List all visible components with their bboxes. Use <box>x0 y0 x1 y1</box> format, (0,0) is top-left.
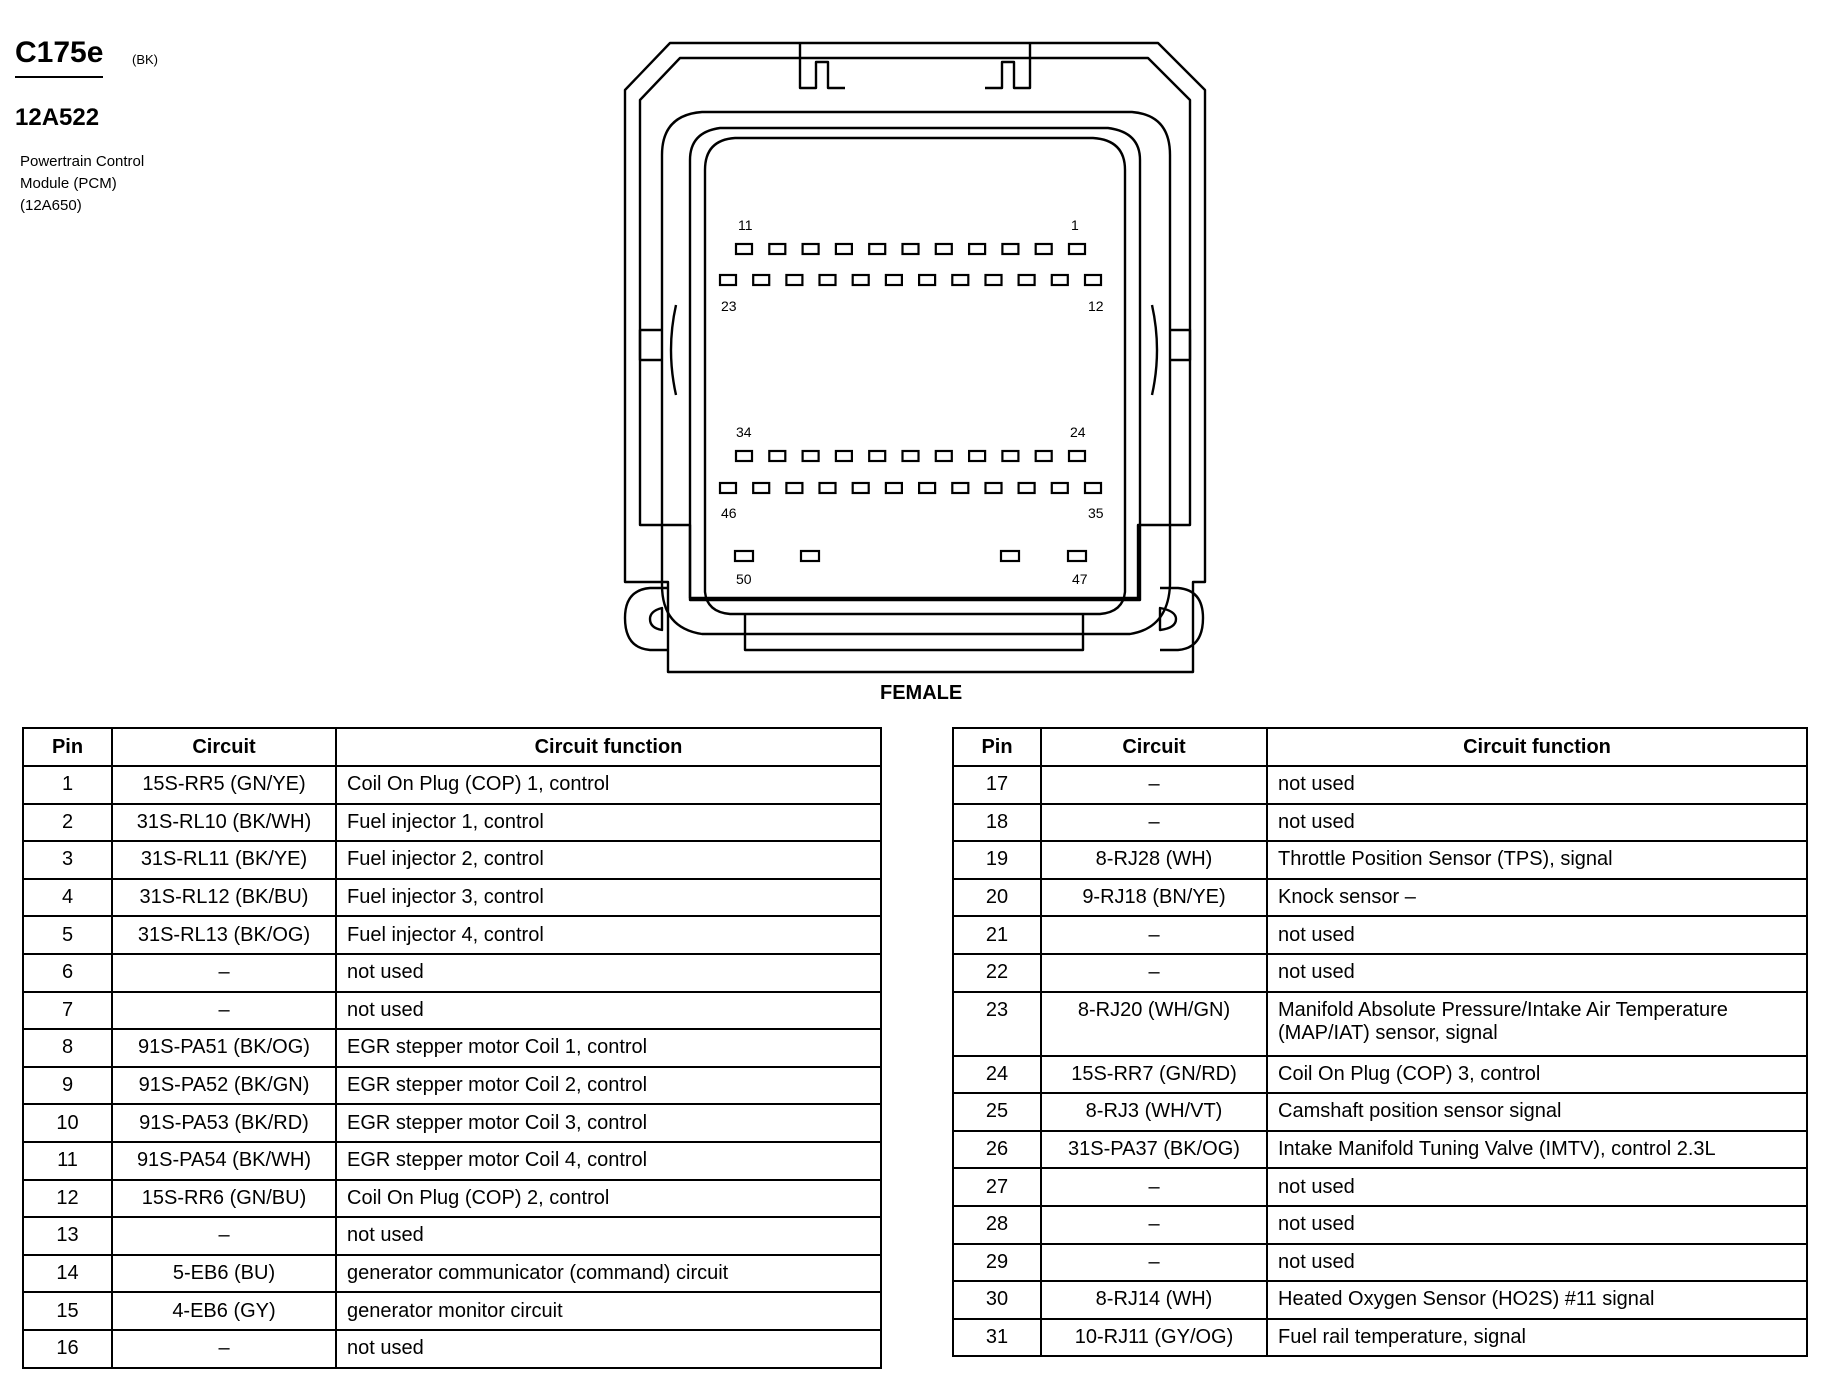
pin-cavity <box>786 483 802 493</box>
circuit-cell: 8-RJ28 (WH) <box>1041 841 1267 879</box>
pin-cell: 5 <box>23 916 112 954</box>
circuit-cell: 31S-RL10 (BK/WH) <box>112 804 336 842</box>
table-row <box>953 1131 1807 1169</box>
pin-label-12: 12 <box>1088 298 1104 314</box>
pin-cavity <box>936 451 952 461</box>
pin-cell: 22 <box>953 954 1041 992</box>
function-cell: not used <box>1267 804 1807 842</box>
pin-cavity <box>820 483 836 493</box>
pin-cavity <box>1019 483 1035 493</box>
function-cell: Manifold Absolute Pressure/Intake Air Temperature (MAP/IAT) sensor, signal <box>1267 992 1807 1056</box>
table-row <box>953 841 1807 879</box>
pin-table-right <box>952 727 1808 1357</box>
pin-cell: 29 <box>953 1244 1041 1282</box>
connector-code: C175e <box>15 36 103 78</box>
circuit-cell: 9-RJ18 (BN/YE) <box>1041 879 1267 917</box>
table-row <box>953 916 1807 954</box>
pin-cavity <box>720 275 736 285</box>
circuit-cell: – <box>1041 1168 1267 1206</box>
table-header-row <box>23 728 881 766</box>
table-row <box>953 1206 1807 1244</box>
pin-cavity <box>1069 451 1085 461</box>
table-row <box>953 992 1807 1056</box>
circuit-cell: 10-RJ11 (GY/OG) <box>1041 1319 1267 1357</box>
pin-cavity <box>1052 275 1068 285</box>
pin-cavity <box>820 275 836 285</box>
pin-cavity <box>803 451 819 461</box>
function-cell: not used <box>336 1217 881 1255</box>
pin-cell: 7 <box>23 992 112 1030</box>
pin-cavity <box>720 483 736 493</box>
pin-cell: 31 <box>953 1319 1041 1357</box>
circuit-cell: – <box>1041 804 1267 842</box>
table-row <box>953 1168 1807 1206</box>
connector-color-code: (BK) <box>132 52 158 67</box>
table-row <box>953 1281 1807 1319</box>
circuit-column-header: Circuit <box>1041 728 1267 766</box>
table-row <box>23 954 881 992</box>
function-cell: Fuel injector 4, control <box>336 916 881 954</box>
pin-cell: 4 <box>23 879 112 917</box>
pin-cavity <box>919 483 935 493</box>
pin-cavity <box>1085 275 1101 285</box>
circuit-cell: 8-RJ3 (WH/VT) <box>1041 1093 1267 1131</box>
function-cell: not used <box>1267 954 1807 992</box>
pin-cell: 19 <box>953 841 1041 879</box>
connector-latch-left <box>800 43 845 88</box>
pin-cavity <box>786 275 802 285</box>
table-row <box>953 1319 1807 1357</box>
function-cell: not used <box>336 954 881 992</box>
pin-label-34: 34 <box>736 424 752 440</box>
part-number: 12A522 <box>15 104 100 131</box>
pin-cavity <box>736 451 752 461</box>
circuit-cell: 91S-PA52 (BK/GN) <box>112 1067 336 1105</box>
pin-cavity <box>986 483 1002 493</box>
function-cell: Throttle Position Sensor (TPS), signal <box>1267 841 1807 879</box>
pin-label-50: 50 <box>736 571 752 587</box>
mounting-hole-left <box>650 608 662 630</box>
circuit-cell: – <box>1041 1244 1267 1282</box>
pin-cavity <box>952 275 968 285</box>
function-column-header: Circuit function <box>1267 728 1807 766</box>
circuit-cell: – <box>112 954 336 992</box>
pin-cavity <box>1036 451 1052 461</box>
pin-cell: 25 <box>953 1093 1041 1131</box>
connector-inner-step <box>690 128 1140 600</box>
pin-cavity <box>869 451 885 461</box>
function-cell: not used <box>1267 766 1807 804</box>
pin-cell: 30 <box>953 1281 1041 1319</box>
function-cell: Coil On Plug (COP) 2, control <box>336 1180 881 1218</box>
pin-cavity <box>853 275 869 285</box>
circuit-cell: 15S-RR5 (GN/YE) <box>112 766 336 804</box>
pin-cavity <box>1036 244 1052 254</box>
mounting-ear-right <box>1160 588 1203 650</box>
circuit-cell: 31S-RL12 (BK/BU) <box>112 879 336 917</box>
mounting-hole-right <box>1160 608 1176 630</box>
pin-cell: 15 <box>23 1292 112 1330</box>
circuit-cell: – <box>112 992 336 1030</box>
pin-cell: 26 <box>953 1131 1041 1169</box>
pin-cell: 9 <box>23 1067 112 1105</box>
circuit-cell: – <box>112 1330 336 1368</box>
table-row <box>953 879 1807 917</box>
pin-cavity <box>1085 483 1101 493</box>
pin-cell: 13 <box>23 1217 112 1255</box>
function-cell: generator communicator (command) circuit <box>336 1255 881 1293</box>
circuit-cell: – <box>1041 766 1267 804</box>
function-cell: not used <box>336 992 881 1030</box>
circuit-cell: 8-RJ20 (WH/GN) <box>1041 992 1267 1056</box>
pin-cell: 20 <box>953 879 1041 917</box>
description-line: Module (PCM) <box>20 175 117 192</box>
function-cell: Knock sensor – <box>1267 879 1807 917</box>
pin-column-header: Pin <box>953 728 1041 766</box>
table-row <box>23 804 881 842</box>
circuit-cell: 5-EB6 (BU) <box>112 1255 336 1293</box>
function-cell: EGR stepper motor Coil 4, control <box>336 1142 881 1180</box>
pin-cell: 28 <box>953 1206 1041 1244</box>
pin-cell: 17 <box>953 766 1041 804</box>
function-cell: EGR stepper motor Coil 1, control <box>336 1029 881 1067</box>
pin-cavity <box>919 275 935 285</box>
circuit-cell: 91S-PA53 (BK/RD) <box>112 1104 336 1142</box>
pin-cavity <box>803 244 819 254</box>
pin-cell: 11 <box>23 1142 112 1180</box>
pin-column-header: Pin <box>23 728 112 766</box>
pin-cavity <box>1052 483 1068 493</box>
description-line: (12A650) <box>20 197 82 214</box>
pin-cavity <box>769 451 785 461</box>
table-row <box>23 1067 881 1105</box>
pin-table-left <box>22 727 882 1369</box>
pin-cavity <box>903 451 919 461</box>
function-cell: Coil On Plug (COP) 1, control <box>336 766 881 804</box>
circuit-cell: 31S-RL11 (BK/YE) <box>112 841 336 879</box>
pin-cell: 10 <box>23 1104 112 1142</box>
pin-cell: 21 <box>953 916 1041 954</box>
circuit-cell: 91S-PA54 (BK/WH) <box>112 1142 336 1180</box>
pin-cell: 12 <box>23 1180 112 1218</box>
pin-cavity <box>1019 275 1035 285</box>
function-cell: Fuel injector 3, control <box>336 879 881 917</box>
pin-cavity <box>853 483 869 493</box>
pin-cell: 27 <box>953 1168 1041 1206</box>
table-row <box>953 766 1807 804</box>
table-row <box>23 1217 881 1255</box>
pin-cavity <box>986 275 1002 285</box>
pin-cell: 16 <box>23 1330 112 1368</box>
connector-side-bump-right <box>1152 305 1157 395</box>
function-cell: generator monitor circuit <box>336 1292 881 1330</box>
table-row <box>23 841 881 879</box>
pin-cell: 6 <box>23 954 112 992</box>
pin-cell: 2 <box>23 804 112 842</box>
circuit-column-header: Circuit <box>112 728 336 766</box>
function-cell: not used <box>1267 916 1807 954</box>
table-row <box>953 1244 1807 1282</box>
pin-cavity <box>736 244 752 254</box>
pin-cavity <box>969 244 985 254</box>
pin-cavity <box>769 244 785 254</box>
connector-inner-housing <box>662 112 1170 634</box>
pin-cavity <box>1002 244 1018 254</box>
function-cell: not used <box>1267 1206 1807 1244</box>
pin-cavity <box>903 244 919 254</box>
function-cell: Fuel rail temperature, signal <box>1267 1319 1807 1357</box>
table-row <box>23 1255 881 1293</box>
pin-label-46: 46 <box>721 505 737 521</box>
circuit-cell: – <box>112 1217 336 1255</box>
circuit-cell: – <box>1041 916 1267 954</box>
circuit-cell: – <box>1041 1206 1267 1244</box>
function-cell: Coil On Plug (COP) 3, control <box>1267 1056 1807 1094</box>
pin-cavity <box>969 451 985 461</box>
connector-side-tab-right <box>1170 330 1190 360</box>
pin-cell: 14 <box>23 1255 112 1293</box>
pin-cavity <box>1002 451 1018 461</box>
pin-cavity <box>1001 551 1019 561</box>
function-column-header: Circuit function <box>336 728 881 766</box>
connector-side-tab-left <box>640 330 662 360</box>
circuit-cell: 31S-RL13 (BK/OG) <box>112 916 336 954</box>
table-row <box>23 1142 881 1180</box>
pin-label-11: 11 <box>738 217 753 233</box>
function-cell: not used <box>1267 1244 1807 1282</box>
pin-cell: 18 <box>953 804 1041 842</box>
table-row <box>23 1180 881 1218</box>
connector-bottom-rail <box>745 614 1083 650</box>
pin-cavity <box>952 483 968 493</box>
connector-latch-right <box>985 43 1030 88</box>
table-row <box>23 1029 881 1067</box>
pin-cavity <box>836 451 852 461</box>
connector-gender-label: FEMALE <box>880 682 963 704</box>
table-header-row <box>953 728 1807 766</box>
circuit-cell: 4-EB6 (GY) <box>112 1292 336 1330</box>
table-row <box>23 992 881 1030</box>
table-row <box>23 916 881 954</box>
table-row <box>953 804 1807 842</box>
pin-cavity <box>1068 551 1086 561</box>
table-row <box>23 879 881 917</box>
pin-cavity <box>836 244 852 254</box>
circuit-cell: 8-RJ14 (WH) <box>1041 1281 1267 1319</box>
pin-cavity <box>801 551 819 561</box>
pin-cavity <box>869 244 885 254</box>
function-cell: EGR stepper motor Coil 3, control <box>336 1104 881 1142</box>
pin-label-23: 23 <box>721 298 737 314</box>
circuit-cell: 15S-RR7 (GN/RD) <box>1041 1056 1267 1094</box>
function-cell: not used <box>1267 1168 1807 1206</box>
function-cell: Fuel injector 2, control <box>336 841 881 879</box>
pin-cell: 3 <box>23 841 112 879</box>
pin-cell: 23 <box>953 992 1041 1056</box>
function-cell: Fuel injector 1, control <box>336 804 881 842</box>
function-cell: Heated Oxygen Sensor (HO2S) #11 signal <box>1267 1281 1807 1319</box>
circuit-cell: 15S-RR6 (GN/BU) <box>112 1180 336 1218</box>
pin-label-35: 35 <box>1088 505 1104 521</box>
table-row <box>953 1093 1807 1131</box>
pin-cell: 1 <box>23 766 112 804</box>
function-cell: Camshaft position sensor signal <box>1267 1093 1807 1131</box>
table-row <box>23 1292 881 1330</box>
pin-cavity <box>936 244 952 254</box>
function-cell: EGR stepper motor Coil 2, control <box>336 1067 881 1105</box>
circuit-cell: – <box>1041 954 1267 992</box>
table-row <box>23 1104 881 1142</box>
pin-cavity <box>753 483 769 493</box>
function-cell: not used <box>336 1330 881 1368</box>
circuit-cell: 31S-PA37 (BK/OG) <box>1041 1131 1267 1169</box>
pin-cavity <box>886 275 902 285</box>
circuit-cell: 91S-PA51 (BK/OG) <box>112 1029 336 1067</box>
pin-label-24: 24 <box>1070 424 1086 440</box>
pin-cavity <box>735 551 753 561</box>
connector-pin-face <box>705 138 1125 614</box>
pin-cavity <box>753 275 769 285</box>
pin-label-47: 47 <box>1072 571 1088 587</box>
description-line: Powertrain Control <box>20 153 145 170</box>
table-row <box>23 766 881 804</box>
connector-side-bump-left <box>671 305 676 395</box>
pin-cavity <box>1069 244 1085 254</box>
pin-cell: 24 <box>953 1056 1041 1094</box>
table-row <box>953 1056 1807 1094</box>
function-cell: Intake Manifold Tuning Valve (IMTV), control 2.3L <box>1267 1131 1807 1169</box>
table-row <box>953 954 1807 992</box>
pin-cell: 8 <box>23 1029 112 1067</box>
pin-cavity <box>886 483 902 493</box>
table-row <box>23 1330 881 1368</box>
pin-label-1: 1 <box>1071 217 1079 233</box>
